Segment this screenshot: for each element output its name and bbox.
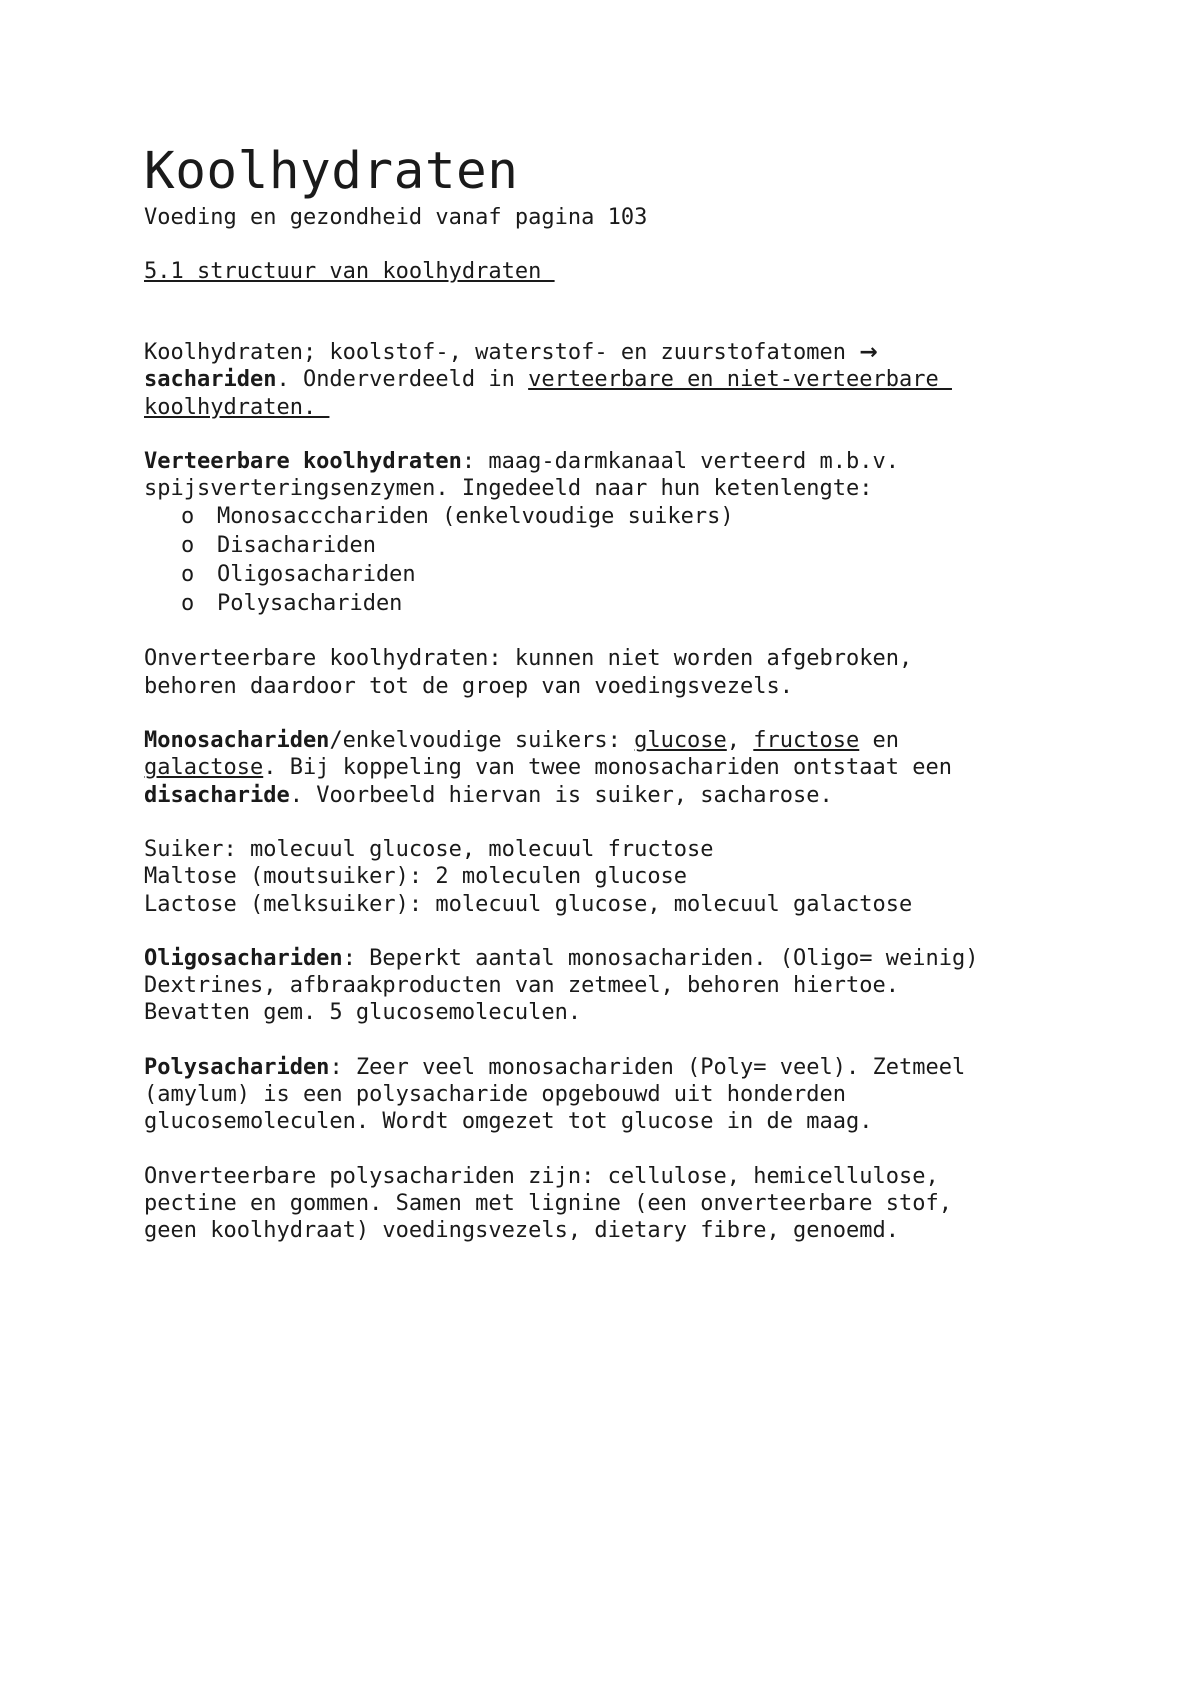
verteerbaar-text: : maag-darmkanaal verteerd m.b.v. bbox=[461, 448, 899, 474]
bullet-icon: o bbox=[181, 562, 195, 588]
disach-line-3: Lactose (melksuiker): molecuul glucose, molecuul galactose bbox=[144, 891, 913, 917]
term-disacharide: disacharide bbox=[144, 782, 290, 808]
list-item bbox=[144, 502, 1094, 531]
bullet-icon: o bbox=[181, 591, 195, 617]
intro-line-3 bbox=[144, 394, 1094, 421]
mono-line-1 bbox=[144, 727, 1094, 754]
poly-line-1 bbox=[144, 1054, 1094, 1081]
mono-line-2 bbox=[144, 754, 1094, 781]
term-glucose: glucose bbox=[634, 728, 727, 754]
oligo-text: : Beperkt aantal monosachariden. (Oligo= weinig) bbox=[342, 945, 979, 971]
poly-paragraph bbox=[144, 1054, 1094, 1136]
oligo-line-3: Bevatten gem. 5 glucosemoleculen. bbox=[144, 1000, 582, 1026]
verteerbaar-line-2: spijsverteringsenzymen. Ingedeeld naar hun ketenlengte: bbox=[144, 476, 873, 502]
onvpoly-paragraph bbox=[144, 1163, 1094, 1245]
mono-text: . Bij koppeling van twee monosachariden ontstaat een bbox=[263, 755, 952, 781]
term-koolhydraten: koolhydraten. bbox=[144, 394, 330, 420]
onvpoly-line-2: pectine en gommen. Samen met lignine (een onverteerbare stof, bbox=[144, 1190, 952, 1216]
arrow-right-icon: → bbox=[859, 340, 878, 365]
disach-line-2: Maltose (moutsuiker): 2 moleculen glucose bbox=[144, 864, 688, 890]
term-oligosachariden: Oligosachariden bbox=[144, 945, 343, 971]
disach-paragraph bbox=[144, 836, 1094, 918]
bullet-icon: o bbox=[181, 533, 195, 559]
document-page bbox=[144, 140, 1094, 1272]
intro-text: . Onderverdeeld in bbox=[276, 367, 529, 393]
onverteerbaar-line-1: Onverteerbare koolhydraten: kunnen niet worden afgebroken, bbox=[144, 646, 913, 672]
onverteerbaar-paragraph bbox=[144, 645, 1094, 700]
document-subtitle: Voeding en gezondheid vanaf pagina 103 bbox=[144, 205, 648, 230]
mono-text: en bbox=[859, 728, 900, 754]
list-item bbox=[144, 531, 1094, 560]
disach-line-1: Suiker: molecuul glucose, molecuul fructose bbox=[144, 836, 714, 862]
onvpoly-line-3: geen koolhydraat) voedingsvezels, dietary fibre, genoemd. bbox=[144, 1218, 899, 1244]
onverteerbaar-line-2: behoren daardoor tot de groep van voedingsvezels. bbox=[144, 673, 794, 699]
verteerbaar-line-1 bbox=[144, 448, 1094, 475]
ketenlengte-list bbox=[144, 502, 1094, 618]
onvpoly-line-1: Onverteerbare polysachariden zijn: cellulose, hemicellulose, bbox=[144, 1163, 939, 1189]
mono-text: . Voorbeeld hiervan is suiker, sacharose. bbox=[289, 782, 833, 808]
term-sachariden: sachariden bbox=[144, 367, 277, 393]
poly-line-2: (amylum) is een polysacharide opgebouwd uit honderden bbox=[144, 1082, 846, 1108]
mono-paragraph bbox=[144, 727, 1094, 809]
term-verteerbare-koolhydraten: Verteerbare koolhydraten bbox=[144, 448, 462, 474]
list-item bbox=[144, 589, 1094, 618]
mono-line-3 bbox=[144, 782, 1094, 809]
verteerbaar-paragraph bbox=[144, 448, 1094, 503]
list-item-text: Polysachariden bbox=[217, 591, 403, 617]
bullet-icon: o bbox=[181, 504, 195, 530]
term-monosachariden: Monosachariden bbox=[144, 728, 330, 754]
term-polysachariden: Polysachariden bbox=[144, 1054, 330, 1080]
term-verteerbaar: verteerbare en niet-verteerbare bbox=[528, 367, 952, 393]
poly-line-3: glucosemoleculen. Wordt omgezet tot glucose in de maag. bbox=[144, 1109, 873, 1135]
intro-line-2 bbox=[144, 366, 1094, 393]
section-heading: 5.1 structuur van koolhydraten bbox=[144, 259, 555, 284]
list-item-text: Oligosachariden bbox=[217, 562, 416, 588]
poly-text: : Zeer veel monosachariden (Poly= veel). Zetmeel bbox=[329, 1054, 966, 1080]
intro-line-1 bbox=[144, 339, 1094, 366]
list-item-text: Disachariden bbox=[217, 533, 376, 559]
intro-text: Koolhydraten; koolstof-, waterstof- en zuurstofatomen bbox=[144, 340, 860, 365]
document-title: Koolhydraten bbox=[144, 142, 519, 201]
oligo-line-1 bbox=[144, 945, 1094, 972]
oligo-line-2: Dextrines, afbraakproducten van zetmeel, behoren hiertoe. bbox=[144, 973, 899, 999]
term-galactose: galactose bbox=[144, 755, 264, 781]
mono-text: , bbox=[726, 728, 754, 754]
term-fructose: fructose bbox=[753, 728, 860, 754]
mono-text: /enkelvoudige suikers: bbox=[329, 728, 635, 754]
oligo-paragraph bbox=[144, 945, 1094, 1027]
list-item-text: Monosaccchariden (enkelvoudige suikers) bbox=[217, 504, 734, 530]
list-item bbox=[144, 560, 1094, 589]
intro-paragraph bbox=[144, 339, 1094, 421]
